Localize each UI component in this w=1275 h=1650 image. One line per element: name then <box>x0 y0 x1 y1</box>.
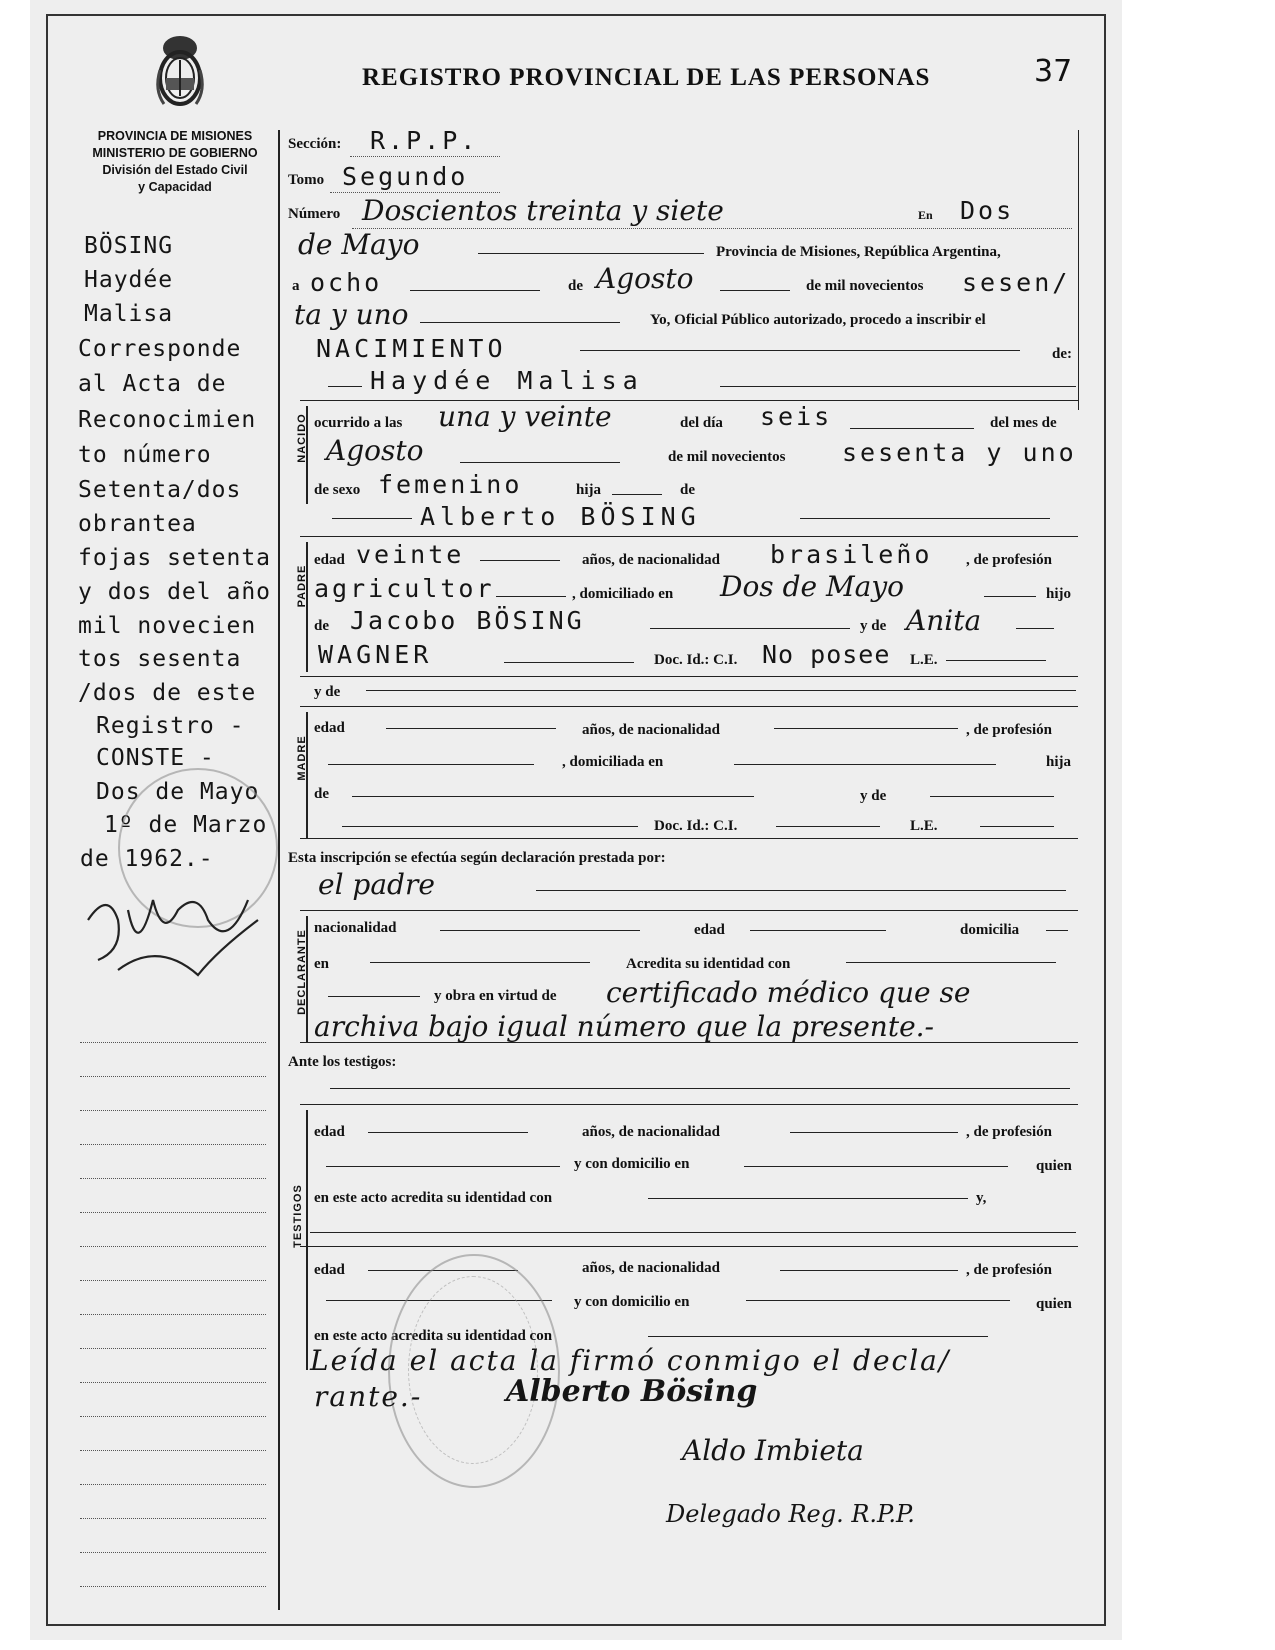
testigos-intro: Ante los testigos: <box>288 1054 397 1070</box>
org-line-3: División del Estado Civil <box>102 163 248 177</box>
padre-father-value: Jacobo BÖSING <box>350 606 585 635</box>
seccion-label: Sección: <box>288 136 342 152</box>
official-title: Delegado Reg. R.P.P. <box>666 1500 915 1528</box>
madre-le-label: L.E. <box>910 818 938 834</box>
mil-label: de mil novecientos <box>806 278 924 294</box>
testigo1-anios-label: años, de nacionalidad <box>582 1124 720 1140</box>
margin-line: Reconocimien <box>78 407 257 433</box>
margin-line: y dos del año <box>78 579 272 605</box>
column-divider <box>278 130 280 1610</box>
testigo2-quien-label: quien <box>1036 1296 1072 1312</box>
declarante-obra-label: y obra en virtud de <box>434 988 557 1004</box>
padre-domiciliado-label: , domiciliado en <box>572 586 674 602</box>
birth-year-value: sesenta y uno <box>842 438 1077 467</box>
sexo-value: femenino <box>378 470 523 499</box>
nacido-de-label: de <box>680 482 695 498</box>
margin-line: 1º de Marzo <box>104 812 268 838</box>
margin-line: obrantea <box>78 511 197 537</box>
testigo2-domicilio-label: y con domicilio en <box>574 1294 690 1310</box>
org-line-1: PROVINCIA DE MISIONES <box>97 129 253 143</box>
padre-anios-label: años, de nacionalidad <box>582 552 720 568</box>
declarante-section-label: DECLARANTE <box>296 929 308 1015</box>
testigo1-edad-label: edad <box>314 1124 345 1140</box>
testigo2-edad-label: edad <box>314 1262 345 1278</box>
day-value: ocho <box>310 268 383 297</box>
birth-month-value: Agosto <box>326 434 424 467</box>
document-title: REGISTRO PROVINCIAL DE LAS PERSONAS <box>362 64 931 91</box>
year-value-2: ta y uno <box>294 298 409 331</box>
margin-line: Setenta/dos <box>78 477 242 503</box>
closing-text-1: Leída el acta la firmó conmigo el decla/ <box>310 1344 951 1377</box>
padre-mother-value-1: Anita <box>906 604 982 637</box>
numero-label: Número <box>288 206 341 222</box>
ocurrido-label: ocurrido a las <box>314 415 403 431</box>
margin-line: Corresponde <box>78 336 242 362</box>
padre-doc-value: No posee <box>762 640 891 669</box>
testigo2-anios-label: años, de nacionalidad <box>582 1260 720 1276</box>
madre-section-label: MADRE <box>296 735 308 781</box>
testigos-bracket <box>306 1110 308 1370</box>
testigos-section-label: TESTIGOS <box>292 1184 304 1248</box>
month-value: Agosto <box>596 262 694 295</box>
tomo-value: Segundo <box>342 162 469 191</box>
padre-profesion-label: , de profesión <box>966 552 1052 568</box>
right-rule <box>1078 130 1079 410</box>
margin-line: Registro - <box>96 713 245 739</box>
nacido-section-label: NACIDO <box>296 413 308 463</box>
declarante-obra-value-2: archiva bajo igual número que la presente.- <box>314 1010 935 1043</box>
declarante-acredita-label: Acredita su identidad con <box>626 956 791 972</box>
official-text: Yo, Oficial Público autorizado, procedo a inscribir el <box>650 312 986 328</box>
org-line-4: y Capacidad <box>138 180 212 194</box>
testigo1-y-label: y, <box>976 1190 987 1206</box>
testigo1-domicilio-label: y con domicilio en <box>574 1156 690 1172</box>
father-signature: Alberto Bösing <box>506 1374 758 1409</box>
margin-line: mil novecien <box>78 613 257 639</box>
testigo1-profesion-label: , de profesión <box>966 1124 1052 1140</box>
declarante-en-label: en <box>314 956 329 972</box>
page-number: 37 <box>1034 54 1073 89</box>
closing-text-2: rante.- <box>314 1380 423 1413</box>
margin-line: Dos de Mayo <box>96 779 260 805</box>
margin-line: Malisa <box>84 301 174 327</box>
margin-line: al Acta de <box>78 371 227 397</box>
en-value-2: de Mayo <box>298 228 420 261</box>
padre-de-label: de <box>314 618 329 634</box>
margin-signature <box>78 880 278 990</box>
tomo-label: Tomo <box>288 172 325 188</box>
margin-line: tos sesenta <box>78 646 242 672</box>
padre-mother-value-2: WAGNER <box>318 640 433 669</box>
act-type: NACIMIENTO <box>316 334 507 363</box>
padre-nacionalidad-value: brasileño <box>770 540 933 569</box>
madre-de-label: de <box>314 786 329 802</box>
org-line-2: MINISTERIO DE GOBIERNO <box>92 146 258 160</box>
official-signature: Aldo Imbieta <box>682 1434 864 1467</box>
madre-anios-label: años, de nacionalidad <box>582 722 720 738</box>
de-label: de <box>568 278 583 294</box>
de-colon-label: de: <box>1052 346 1072 362</box>
coat-of-arms-icon <box>150 30 210 110</box>
padre-doc-label: Doc. Id.: C.I. <box>654 652 738 668</box>
hour-value: una y veinte <box>438 400 612 433</box>
en-label: En <box>918 208 933 222</box>
organization-header <box>76 128 274 196</box>
padre-hijo-label: hijo <box>1046 586 1072 602</box>
birth-mil-label: de mil novecientos <box>668 449 786 465</box>
province-text: Provincia de Misiones, República Argentina, <box>716 244 1001 260</box>
margin-line: fojas setenta <box>78 545 272 571</box>
declarant-value: el padre <box>318 868 435 901</box>
sexo-label: de sexo <box>314 482 361 498</box>
birth-day-value: seis <box>760 402 833 431</box>
margin-line: to número <box>78 442 212 468</box>
year-value-1: sesen/ <box>962 268 1071 297</box>
registered-name: Haydée Malisa <box>370 366 644 395</box>
padre-section-label: PADRE <box>296 564 308 608</box>
declarante-intro: Esta inscripción se efectúa según declaración prestada por: <box>288 850 666 866</box>
testigo1-acredita-label: en este acto acredita su identidad con <box>314 1190 553 1206</box>
padre-edad-value: veinte <box>356 540 465 569</box>
madre-hija-label: hija <box>1046 754 1072 770</box>
margin-line: BÖSING <box>84 233 174 259</box>
margin-line: /dos de este <box>78 680 257 706</box>
madre-profesion-label: , de profesión <box>966 722 1052 738</box>
padre-profesion-value: agricultor <box>314 574 495 603</box>
margin-line: CONSTE - <box>96 745 215 771</box>
testigo2-profesion-label: , de profesión <box>966 1262 1052 1278</box>
declarante-domicilia-label: domicilia <box>960 922 1020 938</box>
declarante-edad-label: edad <box>694 922 725 938</box>
madre-domiciliada-label: , domiciliada en <box>562 754 664 770</box>
declarante-nacionalidad-label: nacionalidad <box>314 920 397 936</box>
madre-doc-label: Doc. Id.: C.I. <box>654 818 738 834</box>
mes-label: del mes de <box>990 415 1057 431</box>
padre-le-label: L.E. <box>910 652 938 668</box>
seccion-value: R.P.P. <box>370 126 479 155</box>
testigo2-acredita-label: en este acto acredita su identidad con <box>314 1328 553 1344</box>
margin-line: Haydée <box>84 267 174 293</box>
padre-domicilio-value: Dos de Mayo <box>720 570 905 603</box>
margin-line: de 1962.- <box>80 846 214 872</box>
numero-value: Doscientos treinta y siete <box>362 194 724 227</box>
madre-y-de-label-2: y de <box>860 788 887 804</box>
father-name: Alberto BÖSING <box>420 502 701 531</box>
testigo1-quien-label: quien <box>1036 1158 1072 1174</box>
hija-label: hija <box>576 482 602 498</box>
padre-y-de-label: y de <box>860 618 887 634</box>
declarante-obra-value-1: certificado médico que se <box>606 976 971 1009</box>
madre-edad-label: edad <box>314 720 345 736</box>
madre-y-de-label: y de <box>314 684 341 700</box>
a-label: a <box>292 278 300 294</box>
en-value-1: Dos <box>960 196 1015 225</box>
padre-edad-label: edad <box>314 552 345 568</box>
del-dia-label: del día <box>680 415 723 431</box>
